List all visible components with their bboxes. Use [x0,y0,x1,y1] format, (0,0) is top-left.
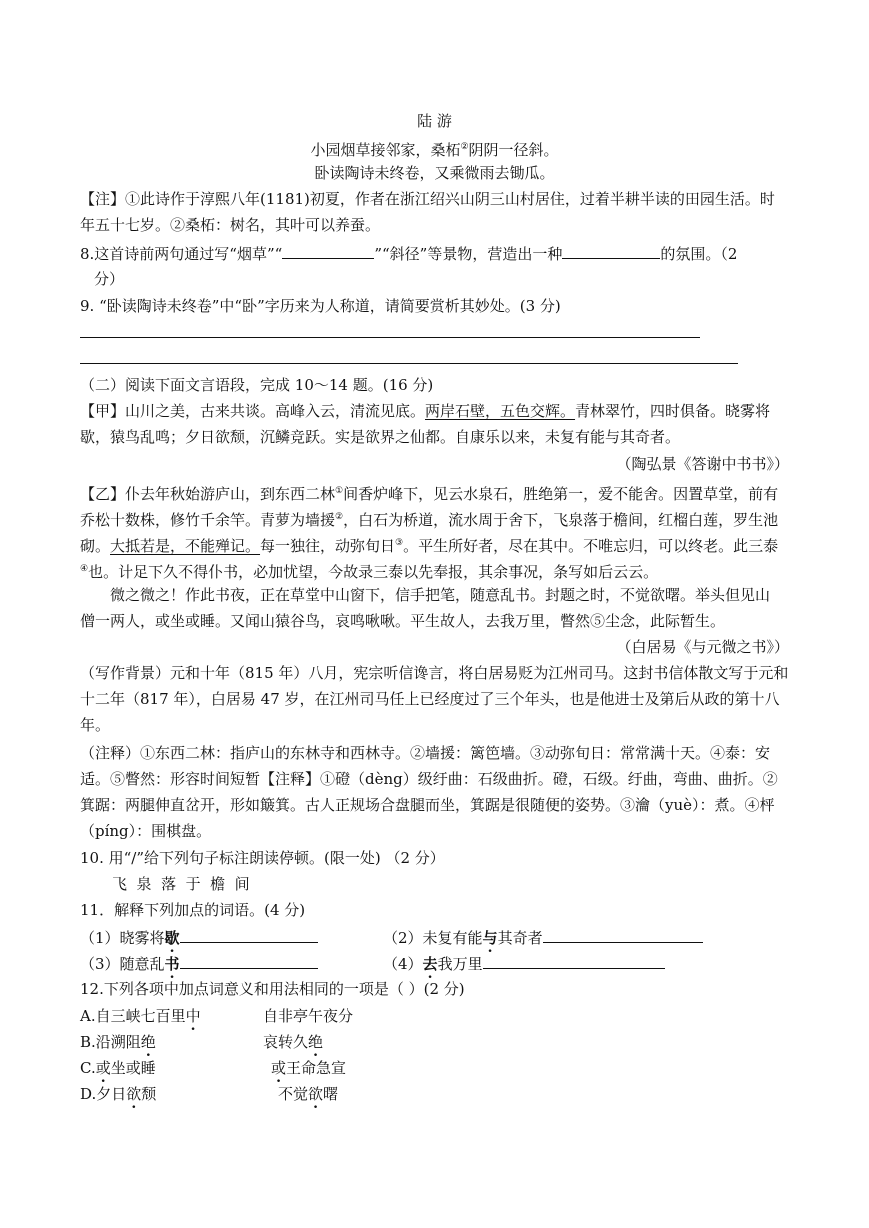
q11-item-4: （4）去我万里 [383,950,665,977]
q12-option-d-right: 不觉欲曙 [278,1085,339,1103]
poem-line-1: 小园烟草接邻家，桑柘②阴阴一径斜。 [310,141,559,159]
answer-blank[interactable] [483,950,665,969]
poem-author: 陆 游 [417,112,452,130]
q12-option-c-left[interactable]: C.或坐或睡 [80,1059,156,1077]
q12-option-c-right: 或王命急宣 [271,1059,347,1077]
background-line-1: （写作背景）元和十年（815 年）八月，宪宗听信谗言，将白居易贬为江州司马。这封书信体散文写于元和 [80,664,789,682]
jia-source: （陶弘景《答谢中书书》） [616,455,789,473]
q12-option-b-left[interactable]: B.沿溯阻绝 [80,1033,156,1051]
question-8-score: 分） [94,270,125,288]
question-12: 12.下列各项中加点词意义和用法相同的一项是（ ）(2 分) [80,980,465,998]
question-10-sentence: 飞 泉 落 于 檐 间 [112,875,250,893]
answer-blank[interactable] [282,240,374,259]
yi-line-2: 乔松十数株，修竹千余竿。青萝为墙援②，白石为桥道，流水周于舍下，飞泉落于檐间，红榴白莲，罗生池 [80,511,779,529]
answer-line[interactable] [80,363,738,364]
notes-line-1: （注释）①东西二林：指庐山的东林寺和西林寺。②墙援：篱笆墙。③动弥旬日：常常满十天。④泰：安 [80,744,771,762]
yi-line-6: 僧一两人，或坐或睡。又闻山猿谷鸟，哀鸣啾啾。平生故人，去我万里，瞥然⑤尘念，此际暂生。 [80,612,726,630]
background-line-2: 十二年（817 年），白居易 47 岁，在江州司马任上已经度过了三个年头，也是他进士及第后从政的第十八 [80,690,780,708]
question-11: 11．解释下列加点的词语。(4 分) [80,901,306,919]
yi-line-1: 【乙】仆去年秋始游庐山，到东西二林①间香炉峰下，见云水泉石，胜绝第一，爱不能舍。因置草堂，前有 [80,485,779,503]
notes-line-3: 箕踞：两腿伸直岔开，形如簸箕。古人正规场合盘腿而坐，箕踞是很随便的姿势。③瀹（yuè）：煮。④枰 [80,796,775,814]
background-line-3: 年。 [80,716,111,734]
q12-option-a-right: 自非亭午夜分 [263,1007,354,1025]
question-9: 9. “卧读陶诗未终卷”中“卧”字历来为人称道，请简要赏析其妙处。(3 分) [80,297,561,315]
poem-note-2: 年五十七岁。②桑柘：树名，其叶可以养蚕。 [80,216,381,234]
yi-source: （白居易《与元微之书》） [616,638,789,656]
yi-line-5: 微之微之！作此书夜，正在草堂中山窗下，信手把笔，随意乱书。封题之时，不觉欲曙。举头但见山 [110,586,771,604]
answer-blank[interactable] [562,240,660,259]
jia-line-1: 【甲】山川之美，古来共谈。高峰入云，清流见底。两岸石壁，五色交辉。青林翠竹，四时俱备。晓雾将 [80,402,771,420]
jia-line-2: 歇，猿鸟乱鸣；夕日欲颓，沉鳞竞跃。实是欲界之仙都。自康乐以来，未复有能与其奇者。 [80,428,681,446]
notes-line-2: 适。⑤瞥然：形容时间短暂【注释】①磴（dèng）级纡曲：石级曲折。磴，石级。纡曲，弯曲、曲折。② [80,770,778,788]
section-2-heading: （二）阅读下面文言语段，完成 10～14 题。(16 分) [80,376,434,394]
question-10: 10. 用“/”给下列句子标注朗读停顿。(限一处) （2 分） [80,849,445,867]
notes-line-4: （píng）：围棋盘。 [80,822,212,840]
answer-blank[interactable] [180,924,318,943]
q11-item-2: （2）未复有能与其奇者 [383,924,703,951]
question-8: 8.这首诗前两句通过写“烟草”“ ”“斜径”等景物，营造出一种 的氛围。（2 [80,240,737,267]
answer-blank[interactable] [543,924,703,943]
answer-line[interactable] [80,337,700,338]
poem-note-1: 【注】①此诗作于淳熙八年(1181)初夏，作者在浙江绍兴山阴三山村居住，过着半耕半读的田园生活。时 [80,190,775,208]
yi-line-3: 砌。大抵若是，不能殚记。每一独往，动弥旬日③。平生所好者，尽在其中。不唯忘归，可以终老。此三泰 [80,537,779,555]
q11-item-1: （1）晓雾将歇 [80,924,318,951]
q12-option-d-left[interactable]: D.夕日欲颓 [80,1085,157,1103]
poem-line-2: 卧读陶诗未终卷，又乘微雨去锄瓜。 [314,164,555,182]
q12-option-b-right: 哀转久绝 [263,1033,324,1051]
q11-item-3: （3）随意乱书 [80,950,318,977]
q12-option-a-left[interactable]: A.自三峡七百里中 [80,1007,201,1025]
yi-line-4: ④也。计足下久不得仆书，必加忧望，今故录三泰以先奉报，其余事况，条写如后云云。 [80,563,659,581]
answer-blank[interactable] [180,950,318,969]
